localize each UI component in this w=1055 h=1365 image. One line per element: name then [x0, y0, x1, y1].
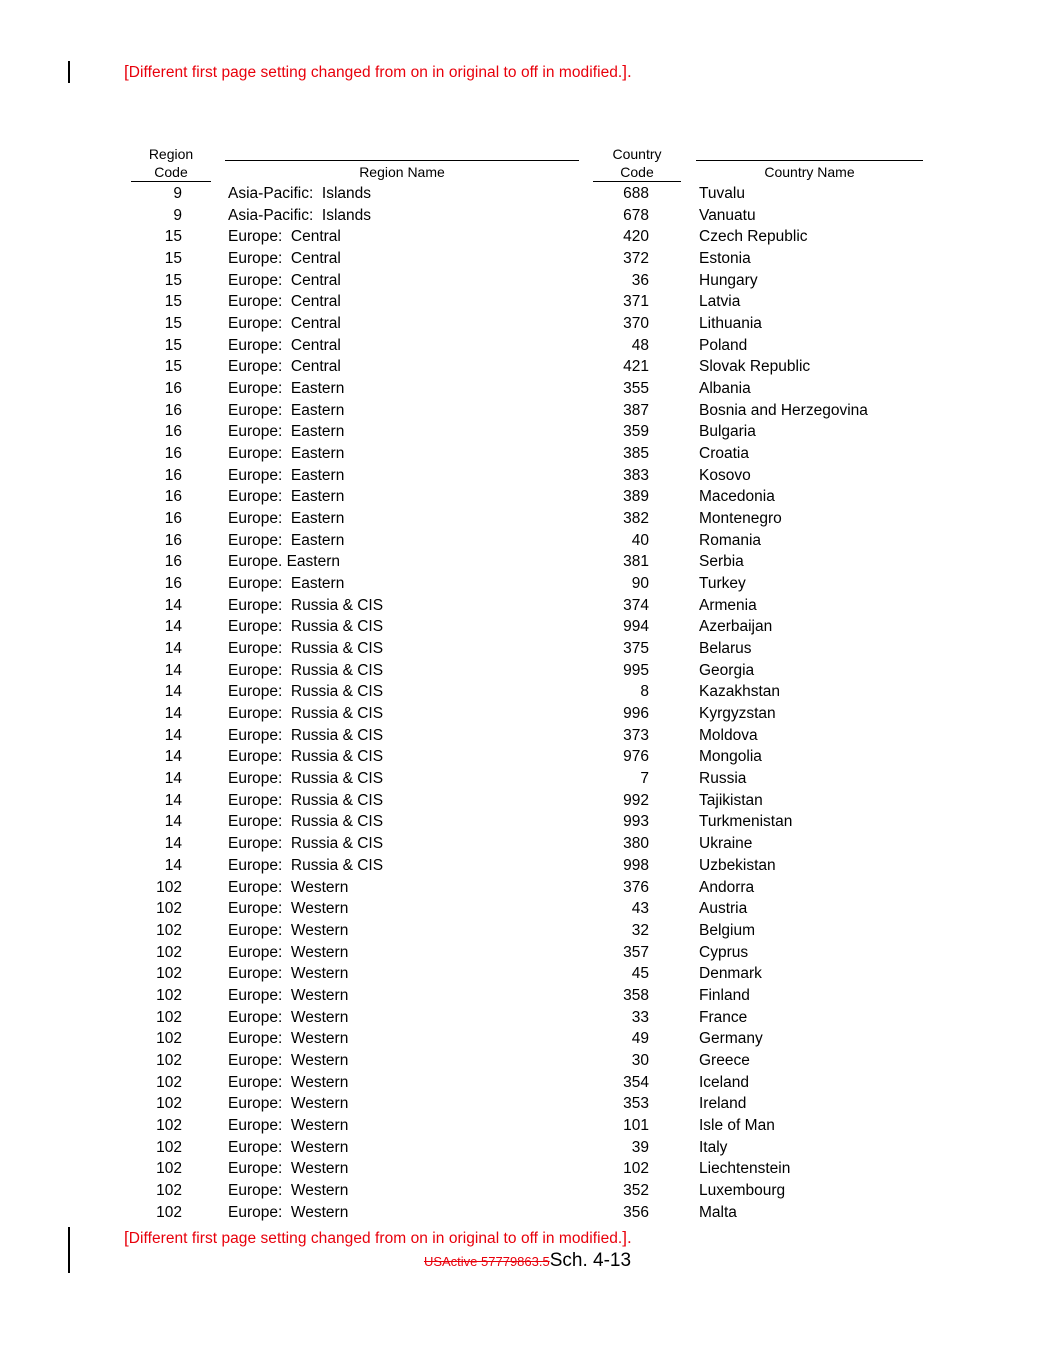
table-row [0, 465, 1055, 487]
country-name-cell: Poland [699, 336, 748, 354]
region-name-cell: Europe: Eastern [228, 380, 345, 398]
country-name-cell: Luxembourg [699, 1181, 786, 1199]
notice-close-bracket: ]. [622, 62, 632, 81]
table-row [0, 551, 1055, 573]
country-code-cell: 45 [631, 965, 649, 983]
region-name-cell: Europe: Western [228, 943, 349, 961]
header-country-code-line1: Country [612, 146, 662, 162]
table-row [0, 400, 1055, 422]
country-name-cell: Tajikistan [699, 791, 763, 809]
table-row [0, 1115, 1055, 1137]
country-name-cell: Kosovo [699, 466, 751, 484]
region-name-cell: Europe: Western [228, 986, 349, 1004]
country-name-cell: Croatia [699, 445, 749, 463]
country-name-cell: Tuvalu [699, 185, 745, 202]
table-row [0, 725, 1055, 747]
table-row [0, 313, 1055, 335]
table-row [0, 1137, 1055, 1159]
country-code-cell: 383 [623, 466, 649, 484]
country-name-cell: Italy [699, 1138, 728, 1156]
header-region-code-line2: Code [154, 163, 188, 180]
table-row [0, 1028, 1055, 1050]
country-code-cell: 32 [631, 921, 649, 939]
country-code-cell: 993 [623, 813, 649, 831]
country-name-cell: Turkey [699, 575, 746, 593]
notice-open-bracket: [ [124, 1228, 129, 1247]
region-name-cell: Europe: Russia & CIS [228, 770, 384, 788]
table-row [0, 1072, 1055, 1094]
region-name-cell: Europe: Eastern [228, 401, 345, 419]
table-row [0, 1093, 1055, 1115]
region-name-cell: Europe: Eastern [228, 423, 345, 441]
region-code-cell: 14 [164, 856, 182, 874]
country-name-cell: Macedonia [699, 488, 775, 506]
table-row [0, 270, 1055, 292]
region-name-cell: Europe: Russia & CIS [228, 661, 384, 679]
country-code-cell: 976 [623, 748, 649, 766]
region-code-cell: 16 [164, 510, 182, 528]
region-name-cell: Europe: Western [228, 1203, 349, 1221]
header-country-code [593, 146, 681, 181]
region-name-cell: Europe: Russia & CIS [228, 856, 384, 874]
table-row [0, 855, 1055, 877]
region-code-cell: 14 [164, 618, 182, 636]
table-row [0, 486, 1055, 508]
region-name-cell: Europe: Eastern [228, 466, 345, 484]
table-row [0, 746, 1055, 768]
region-code-cell: 14 [164, 748, 182, 766]
table-row [0, 898, 1055, 920]
country-name-cell: Azerbaijan [699, 618, 773, 636]
change-notice-bottom [124, 1228, 632, 1248]
region-name-cell: Europe: Central [228, 271, 341, 289]
country-name-cell: Greece [699, 1051, 750, 1069]
header-country-name: Country Name [764, 164, 855, 180]
country-code-cell: 8 [640, 683, 649, 701]
change-notice-top [124, 62, 632, 82]
country-name-cell: Andorra [699, 878, 755, 896]
table-row [0, 443, 1055, 465]
header-region-code-line1: Region [148, 146, 194, 162]
region-name-cell: Europe: Eastern [228, 575, 345, 593]
table-row [0, 942, 1055, 964]
region-code-cell: 102 [156, 921, 182, 939]
country-code-cell: 40 [631, 531, 649, 549]
table-row [0, 985, 1055, 1007]
country-code-cell: 380 [623, 835, 649, 853]
country-name-cell: Serbia [699, 553, 744, 571]
region-code-cell: 15 [164, 358, 182, 376]
country-code-cell: 356 [623, 1203, 649, 1221]
country-name-cell: Mongolia [699, 748, 762, 766]
region-code-cell: 16 [164, 423, 182, 441]
region-code-cell: 102 [156, 1116, 182, 1134]
region-name-cell: Europe: Western [228, 1116, 349, 1134]
table-row [0, 573, 1055, 595]
table-row [0, 356, 1055, 378]
country-name-cell: Kazakhstan [699, 683, 780, 701]
country-code-cell: 43 [631, 900, 649, 918]
region-code-cell: 14 [164, 770, 182, 788]
region-code-cell: 102 [156, 1181, 182, 1199]
region-name-cell: Europe: Russia & CIS [228, 640, 384, 658]
region-name-cell: Europe. Eastern [228, 553, 341, 571]
country-code-cell: 354 [623, 1073, 649, 1091]
table-row [0, 833, 1055, 855]
country-name-cell: Latvia [699, 293, 741, 311]
country-name-cell: Georgia [699, 661, 755, 679]
country-code-cell: 374 [623, 596, 649, 614]
table-row [0, 248, 1055, 270]
table-row [0, 681, 1055, 703]
header-country-name-overline [696, 160, 923, 161]
region-code-cell: 15 [164, 315, 182, 333]
header-country-code-line2: Code [620, 163, 654, 180]
region-code-cell: 102 [156, 1095, 182, 1113]
country-code-cell: 375 [623, 640, 649, 658]
region-name-cell: Asia-Pacific: Islands [228, 206, 371, 224]
country-code-cell: 381 [623, 553, 649, 571]
region-name-cell: Europe: Western [228, 900, 349, 918]
region-name-cell: Europe: Western [228, 1030, 349, 1048]
region-name-cell: Europe: Eastern [228, 445, 345, 463]
region-name-cell: Europe: Central [228, 336, 341, 354]
table-row [0, 1007, 1055, 1029]
table-row [0, 183, 1055, 205]
table-row [0, 595, 1055, 617]
region-code-cell: 9 [173, 185, 182, 202]
header-region-code [131, 146, 211, 181]
country-code-cell: 373 [623, 726, 649, 744]
country-name-cell: Romania [699, 531, 762, 549]
table-body [0, 183, 1055, 1223]
country-code-cell: 30 [631, 1051, 649, 1069]
country-name-cell: Germany [699, 1030, 763, 1048]
country-code-cell: 382 [623, 510, 649, 528]
country-code-cell: 49 [631, 1030, 649, 1048]
region-code-cell: 14 [164, 726, 182, 744]
country-name-cell: Uzbekistan [699, 856, 776, 874]
region-code-cell: 14 [164, 791, 182, 809]
region-name-cell: Europe: Western [228, 1073, 349, 1091]
document-id: USActive 57779863.5 [423, 1254, 550, 1269]
country-code-cell: 48 [631, 336, 649, 354]
region-name-cell: Europe: Central [228, 250, 341, 268]
region-code-cell: 16 [164, 401, 182, 419]
table-row [0, 877, 1055, 899]
region-name-cell: Europe: Western [228, 1181, 349, 1199]
table-row [0, 1158, 1055, 1180]
country-name-cell: Kyrgyzstan [699, 705, 776, 723]
country-code-cell: 376 [623, 878, 649, 896]
country-name-cell: Czech Republic [699, 228, 808, 246]
region-code-cell: 14 [164, 835, 182, 853]
country-name-cell: Cyprus [699, 943, 749, 961]
table-row [0, 335, 1055, 357]
table-row [0, 616, 1055, 638]
region-name-cell: Europe: Western [228, 1138, 349, 1156]
country-code-cell: 994 [623, 618, 649, 636]
notice-text: Different first page setting changed from on in original to off in modified. [128, 1230, 623, 1247]
header-region-name-overline [225, 160, 579, 161]
region-code-cell: 16 [164, 553, 182, 571]
country-name-cell: Slovak Republic [699, 358, 811, 376]
region-code-cell: 15 [164, 250, 182, 268]
country-code-cell: 33 [631, 1008, 649, 1026]
country-code-cell: 39 [631, 1138, 649, 1156]
region-code-cell: 14 [164, 661, 182, 679]
country-name-cell: Belgium [699, 921, 755, 939]
country-name-cell: Bulgaria [699, 423, 756, 441]
country-code-cell: 353 [623, 1095, 649, 1113]
table-row [0, 638, 1055, 660]
country-code-cell: 7 [640, 770, 649, 788]
region-code-cell: 102 [156, 1203, 182, 1221]
notice-open-bracket: [ [124, 62, 129, 81]
region-name-cell: Europe: Western [228, 1160, 349, 1178]
change-bar-top [68, 61, 70, 83]
country-code-cell: 90 [631, 575, 649, 593]
country-code-cell: 36 [631, 271, 649, 289]
country-name-cell: Denmark [699, 965, 762, 983]
table-row [0, 226, 1055, 248]
country-name-cell: Austria [699, 900, 748, 918]
region-name-cell: Europe: Western [228, 1051, 349, 1069]
region-name-cell: Europe: Russia & CIS [228, 813, 384, 831]
country-code-cell: 389 [623, 488, 649, 506]
region-code-cell: 16 [164, 466, 182, 484]
region-code-cell: 102 [156, 1051, 182, 1069]
table-row [0, 660, 1055, 682]
region-name-cell: Europe: Russia & CIS [228, 683, 384, 701]
table-row [0, 421, 1055, 443]
country-code-cell: 355 [623, 380, 649, 398]
country-code-cell: 359 [623, 423, 649, 441]
region-name-cell: Europe: Western [228, 1095, 349, 1113]
table-row [0, 1180, 1055, 1202]
region-name-cell: Europe: Central [228, 315, 341, 333]
region-name-cell: Europe: Eastern [228, 510, 345, 528]
country-name-cell: Iceland [699, 1073, 749, 1091]
country-name-cell: Lithuania [699, 315, 762, 333]
region-code-cell: 102 [156, 900, 182, 918]
country-code-cell: 101 [623, 1116, 649, 1134]
country-name-cell: Montenegro [699, 510, 782, 528]
country-code-cell: 995 [623, 661, 649, 679]
region-code-cell: 102 [156, 1030, 182, 1048]
region-name-cell: Europe: Central [228, 358, 341, 376]
table-row [0, 530, 1055, 552]
region-name-cell: Asia-Pacific: Islands [228, 185, 371, 202]
country-code-cell: 371 [623, 293, 649, 311]
region-code-cell: 14 [164, 640, 182, 658]
region-code-cell: 102 [156, 986, 182, 1004]
region-name-cell: Europe: Western [228, 921, 349, 939]
region-code-cell: 15 [164, 336, 182, 354]
country-name-cell: Vanuatu [699, 206, 756, 224]
country-code-cell: 372 [623, 250, 649, 268]
region-name-cell: Europe: Eastern [228, 531, 345, 549]
region-code-cell: 16 [164, 445, 182, 463]
country-name-cell: Armenia [699, 596, 757, 614]
table-row [0, 378, 1055, 400]
region-code-cell: 102 [156, 965, 182, 983]
country-name-cell: Malta [699, 1203, 737, 1221]
country-code-cell: 385 [623, 445, 649, 463]
country-name-cell: Hungary [699, 271, 758, 289]
region-code-cell: 16 [164, 531, 182, 549]
country-code-cell: 688 [623, 185, 649, 202]
region-name-cell: Europe: Russia & CIS [228, 596, 384, 614]
region-code-cell: 14 [164, 813, 182, 831]
region-code-cell: 15 [164, 271, 182, 289]
country-code-cell: 102 [623, 1160, 649, 1178]
table-row [0, 508, 1055, 530]
header-region-name: Region Name [359, 164, 445, 180]
region-name-cell: Europe: Western [228, 1008, 349, 1026]
country-name-cell: Belarus [699, 640, 752, 658]
table-row [0, 920, 1055, 942]
country-name-cell: Ukraine [699, 835, 753, 853]
region-name-cell: Europe: Russia & CIS [228, 618, 384, 636]
country-code-cell: 358 [623, 986, 649, 1004]
table-row [0, 1050, 1055, 1072]
country-code-cell: 678 [623, 206, 649, 224]
country-code-cell: 996 [623, 705, 649, 723]
country-code-cell: 370 [623, 315, 649, 333]
country-name-cell: Moldova [699, 726, 758, 744]
region-code-cell: 102 [156, 1160, 182, 1178]
header-country-code-underline [593, 181, 681, 182]
country-code-cell: 357 [623, 943, 649, 961]
table-row [0, 1202, 1055, 1224]
region-name-cell: Europe: Russia & CIS [228, 748, 384, 766]
country-name-cell: Albania [699, 380, 751, 398]
country-name-cell: Liechtenstein [699, 1160, 791, 1178]
country-name-cell: Estonia [699, 250, 751, 268]
region-code-cell: 16 [164, 488, 182, 506]
table-row [0, 703, 1055, 725]
region-name-cell: Europe: Russia & CIS [228, 835, 384, 853]
region-code-cell: 102 [156, 1073, 182, 1091]
region-name-cell: Europe: Russia & CIS [228, 705, 384, 723]
country-code-cell: 387 [623, 401, 649, 419]
region-code-cell: 16 [164, 380, 182, 398]
region-name-cell: Europe: Central [228, 293, 341, 311]
region-name-cell: Europe: Western [228, 878, 349, 896]
country-name-cell: Finland [699, 986, 750, 1004]
country-name-cell: Bosnia and Herzegovina [699, 401, 868, 419]
region-code-cell: 16 [164, 575, 182, 593]
region-name-cell: Europe: Russia & CIS [228, 791, 384, 809]
table-row [0, 790, 1055, 812]
country-code-cell: 420 [623, 228, 649, 246]
region-name-cell: Europe: Eastern [228, 488, 345, 506]
schedule-page-number: Sch. 4-13 [549, 1250, 632, 1271]
region-name-cell: Europe: Russia & CIS [228, 726, 384, 744]
country-name-cell: Russia [699, 770, 747, 788]
region-name-cell: Europe: Western [228, 965, 349, 983]
table-row [0, 291, 1055, 313]
country-name-cell: Ireland [699, 1095, 747, 1113]
region-code-cell: 102 [156, 878, 182, 896]
country-code-cell: 998 [623, 856, 649, 874]
country-name-cell: Isle of Man [699, 1116, 775, 1134]
page-footer [0, 1250, 1055, 1272]
notice-close-bracket: ]. [622, 1228, 632, 1247]
table-row [0, 963, 1055, 985]
country-code-cell: 992 [623, 791, 649, 809]
country-name-cell: Turkmenistan [699, 813, 793, 831]
region-code-cell: 14 [164, 596, 182, 614]
country-code-cell: 421 [623, 358, 649, 376]
table-row [0, 811, 1055, 833]
region-code-cell: 102 [156, 1138, 182, 1156]
table-row [0, 768, 1055, 790]
notice-text: Different first page setting changed from on in original to off in modified. [128, 64, 623, 81]
region-code-cell: 15 [164, 293, 182, 311]
country-name-cell: France [699, 1008, 748, 1026]
region-code-cell: 102 [156, 943, 182, 961]
region-code-cell: 9 [173, 206, 182, 224]
region-code-cell: 15 [164, 228, 182, 246]
country-code-cell: 352 [623, 1181, 649, 1199]
region-name-cell: Europe: Central [228, 228, 341, 246]
header-region-code-underline [131, 181, 211, 182]
region-code-cell: 14 [164, 705, 182, 723]
table-row [0, 205, 1055, 227]
region-code-cell: 102 [156, 1008, 182, 1026]
region-code-cell: 14 [164, 683, 182, 701]
